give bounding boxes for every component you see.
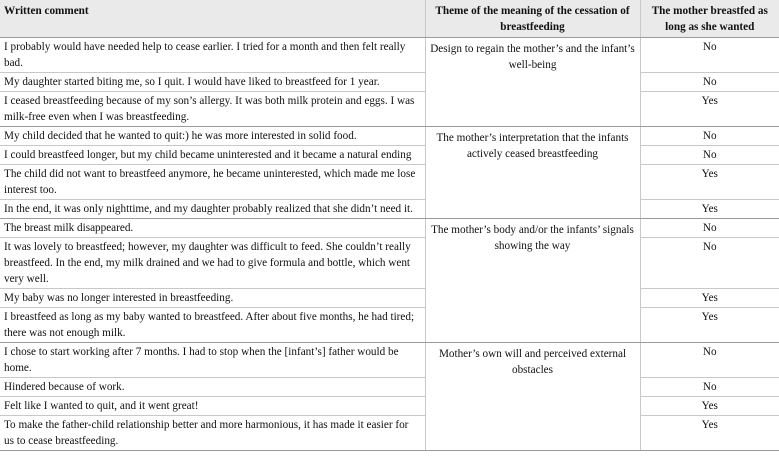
comment-cell: In the end, it was only nighttime, and my daughter probably realized that she didn’t need it.: [0, 200, 425, 219]
answer-cell: Yes: [640, 165, 779, 200]
table-row: [0, 73, 779, 92]
table-row: [0, 219, 779, 238]
comment-cell: I chose to start working after 7 months. I had to stop when the [infant’s] father would be home.: [0, 343, 425, 378]
comment-cell: I could breastfeed longer, but my child became uninterested and it became a natural ending: [0, 146, 425, 165]
answer-cell: No: [640, 343, 779, 378]
answer-cell: Yes: [640, 308, 779, 343]
comment-cell: My child decided that he wanted to quit:) he was more interested in solid food.: [0, 127, 425, 146]
comment-cell: My baby was no longer interested in breastfeeding.: [0, 289, 425, 308]
table-row: [0, 200, 779, 219]
comment-cell: It was lovely to breastfeed; however, my daughter was difficult to feed. She couldn’t really breastfeed. In the end, my milk drained and we had to give formula and bottle, which went very well.: [0, 238, 425, 289]
comment-cell: Hindered because of work.: [0, 378, 425, 397]
comment-cell: The child did not want to breastfeed anymore, he became uninterested, which made me lose interest too.: [0, 165, 425, 200]
comment-cell: To make the father-child relationship better and more harmonious, it has made it easier for us to cease breastfeeding.: [0, 416, 425, 451]
table-row: [0, 165, 779, 200]
table-row: [0, 289, 779, 308]
table-row: [0, 343, 779, 378]
header-row: [0, 0, 779, 38]
comment-cell: My daughter started biting me, so I quit. I would have liked to breastfeed for 1 year.: [0, 73, 425, 92]
table-row: [0, 38, 779, 73]
header-breastfed-as-long-as-wanted: The mother breastfed as long as she wanted: [640, 0, 779, 38]
answer-cell: No: [640, 73, 779, 92]
table-body: [0, 38, 779, 451]
answer-cell: No: [640, 127, 779, 146]
comment-cell: I breastfeed as long as my baby wanted to breastfeed. After about five months, he had tired; there was not enough milk.: [0, 308, 425, 343]
answer-cell: No: [640, 378, 779, 397]
comment-cell: The breast milk disappeared.: [0, 219, 425, 238]
theme-cell: The mother’s interpretation that the infants actively ceased breastfeeding: [425, 127, 640, 219]
table-row: [0, 238, 779, 289]
table-row: [0, 308, 779, 343]
table-row: [0, 397, 779, 416]
answer-cell: No: [640, 38, 779, 73]
answer-cell: Yes: [640, 92, 779, 127]
comment-cell: I probably would have needed help to cease earlier. I tried for a month and then felt really bad.: [0, 38, 425, 73]
answer-cell: No: [640, 146, 779, 165]
table-row: [0, 416, 779, 451]
answer-cell: Yes: [640, 397, 779, 416]
answer-cell: No: [640, 219, 779, 238]
table-row: [0, 92, 779, 127]
comment-cell: Felt like I wanted to quit, and it went great!: [0, 397, 425, 416]
answer-cell: Yes: [640, 200, 779, 219]
header-theme: Theme of the meaning of the cessation of breastfeeding: [425, 0, 640, 38]
header-written-comment: Written comment: [0, 0, 425, 38]
comment-cell: I ceased breastfeeding because of my son’s allergy. It was both milk protein and eggs. I was milk-free even when I was breastfeeding.: [0, 92, 425, 127]
answer-cell: No: [640, 238, 779, 289]
table-row: [0, 127, 779, 146]
answer-cell: Yes: [640, 289, 779, 308]
table-row: [0, 378, 779, 397]
theme-cell: The mother’s body and/or the infants’ signals showing the way: [425, 219, 640, 343]
theme-cell: Mother’s own will and perceived external obstacles: [425, 343, 640, 451]
answer-cell: Yes: [640, 416, 779, 451]
table-row: [0, 146, 779, 165]
theme-cell: Design to regain the mother’s and the infant’s well-being: [425, 38, 640, 127]
